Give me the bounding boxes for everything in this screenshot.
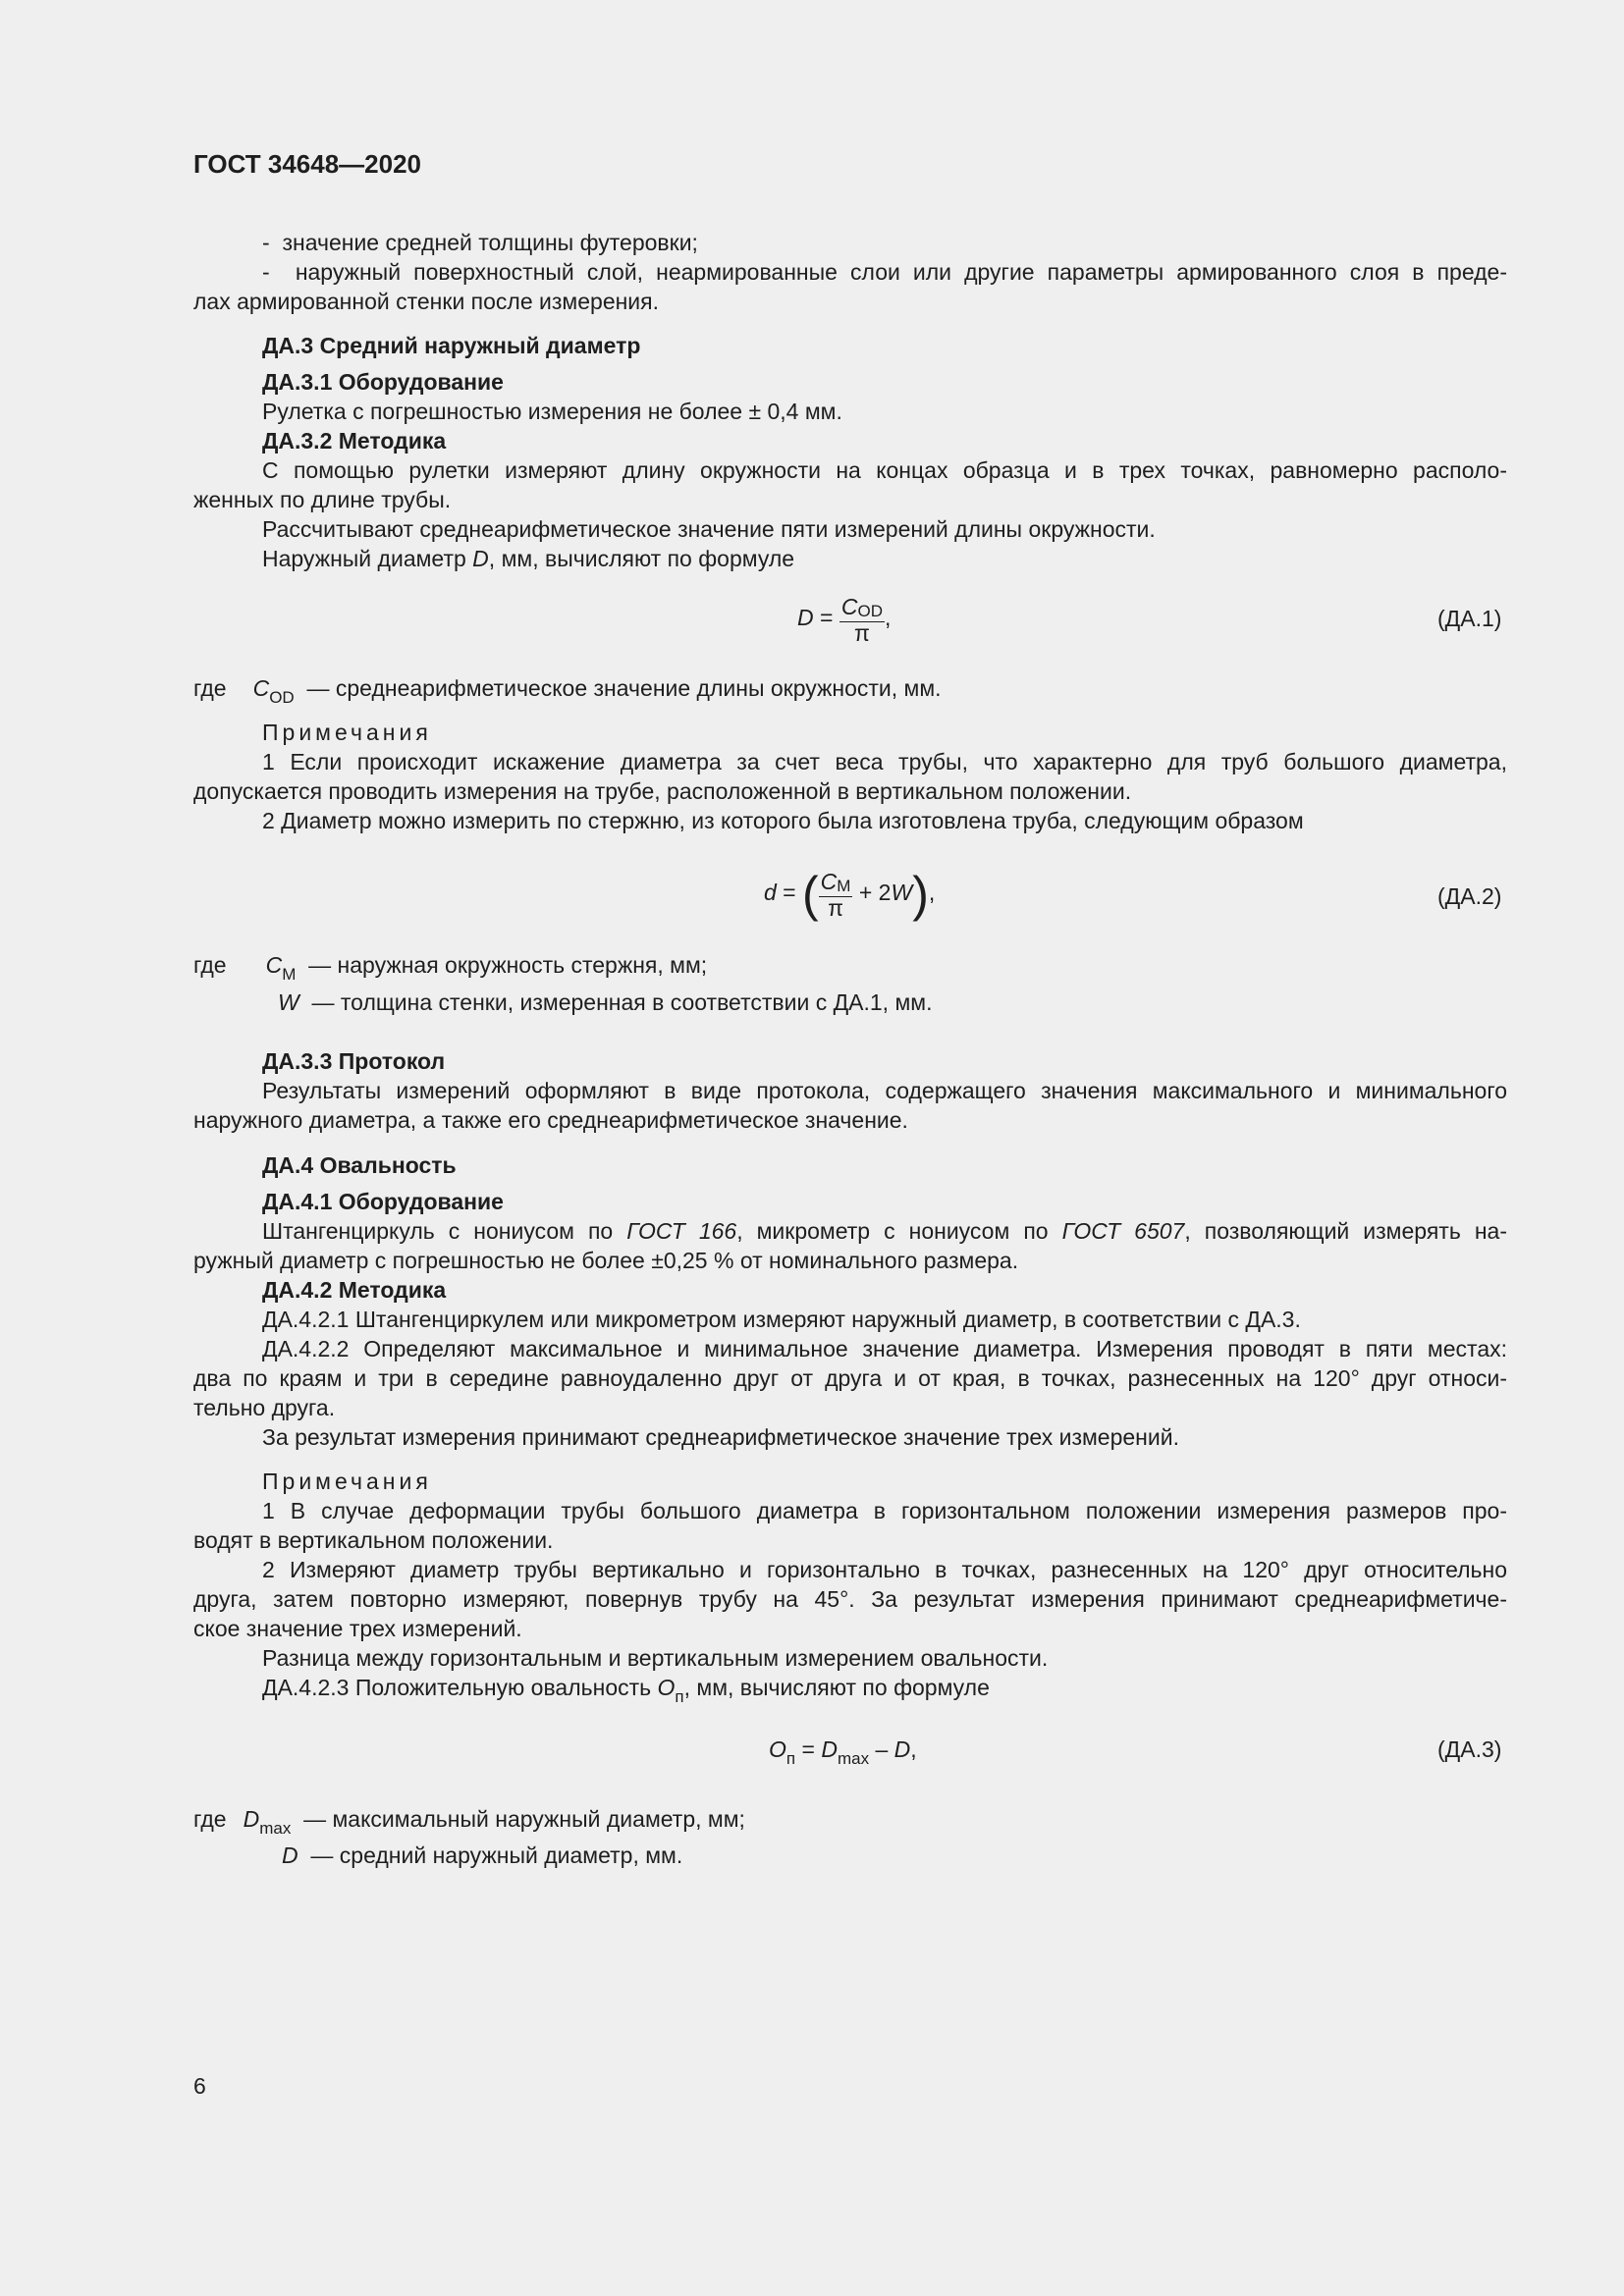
paragraph: Наружный диаметр D, мм, вычисляют по формуле (262, 546, 795, 571)
paragraph: Результаты измерений оформляют в виде протокола, содержащего значения максимального и минимального (262, 1078, 1507, 1103)
paragraph: Рулетка с погрешностью измерения не более ± 0,4 мм. (262, 399, 842, 424)
page-number: 6 (193, 2073, 206, 2099)
notes-title: Примечания (262, 720, 432, 745)
notes-title: Примечания (262, 1468, 432, 1494)
note: 2 Измеряют диаметр трубы вертикально и горизонтально в точках, разнесенных на 120° друг относительно (262, 1557, 1507, 1582)
paragraph-cont: ружный диаметр с погрешностью не более ±0,25 % от номинального размера. (193, 1248, 1019, 1273)
list-item: - наружный поверхностный слой, неармированные слои или другие параметры армированного слоя в преде- (262, 259, 1507, 285)
paragraph-cont: тельно друга. (193, 1395, 336, 1420)
paragraph-cont: наружного диаметра, а также его среднеарифметическое значение. (193, 1107, 908, 1133)
where-clause: где $C_{OD}$ — среднеарифметическое значение длины окружности, мм. (193, 675, 942, 707)
note-cont: допускается проводить измерения на трубе, расположенной в вертикальном положении. (193, 778, 1132, 804)
formula-label: (ДА.3) (1437, 1736, 1502, 1762)
formula-label: (ДА.2) (1437, 883, 1502, 909)
paragraph: ДА.4.2.3 Положительную овальность $O_п$, мм, вычисляют по формуле (262, 1675, 990, 1706)
paragraph: За результат измерения принимают среднеарифметическое значение трех измерений. (262, 1424, 1179, 1450)
paragraph: Рассчитывают среднеарифметическое значение пяти измерений длины окружности. (262, 516, 1156, 542)
note-cont: ское значение трех измерений. (193, 1616, 522, 1641)
list-item-cont: лах армированной стенки после измерения. (193, 289, 660, 314)
document-header: ГОСТ 34648—2020 (193, 149, 421, 179)
note-cont: водят в вертикальном положении. (193, 1527, 554, 1553)
section-heading: ДА.3 Средний наружный диаметр (262, 333, 641, 358)
paragraph: Штангенциркуль с нониусом по ГОСТ 166, микрометр с нониусом по ГОСТ 6507, позволяющий измерять на- (262, 1218, 1507, 1244)
subsection-heading: ДА.3.1 Оборудование (262, 369, 504, 395)
section-heading: ДА.4 Овальность (262, 1152, 457, 1178)
note-cont: друга, затем повторно измеряют, повернув трубу на 45°. За результат измерения принимают среднеарифметиче- (193, 1586, 1507, 1612)
formula-da2: d = ( $\frac{CM}{\pi}$ + 2W), (764, 867, 936, 922)
where-clause: W — толщина стенки, измеренная в соответствии с ДА.1, мм. (278, 989, 933, 1015)
paragraph: ДА.4.2.1 Штангенциркулем или микрометром измеряют наружный диаметр, в соответствии с ДА.3. (262, 1307, 1301, 1332)
formula-da3: $O_п = D_{max} - D$, (769, 1736, 917, 1768)
note: 1 В случае деформации трубы большого диаметра в горизонтальном положении измерения размеров про- (262, 1498, 1507, 1523)
paragraph: С помощью рулетки измеряют длину окружности на концах образца и в трех точках, равномерно располо- (262, 457, 1507, 483)
where-clause: где $C_M$ — наружная окружность стержня, мм; (193, 952, 708, 984)
subsection-heading: ДА.4.1 Оборудование (262, 1189, 504, 1214)
paragraph: ДА.4.2.2 Определяют максимальное и минимальное значение диаметра. Измерения проводят в пяти местах: (262, 1336, 1507, 1362)
note: 2 Диаметр можно измерить по стержню, из которого была изготовлена труба, следующим образом (262, 808, 1304, 833)
subsection-heading: ДА.4.2 Методика (262, 1277, 447, 1303)
note: 1 Если происходит искажение диаметра за счет веса трубы, что характерно для труб большого диаметра, (262, 749, 1507, 774)
where-clause: где $D_{max}$ — максимальный наружный диаметр, мм; (193, 1806, 745, 1838)
subsection-heading: ДА.3.3 Протокол (262, 1048, 446, 1074)
formula-label: (ДА.1) (1437, 606, 1502, 631)
paragraph-cont: два по краям и три в середине равноудаленно друг от друга и от края, в точках, разнесенных на 120° друг относи- (193, 1365, 1507, 1391)
paragraph-cont: женных по длине трубы. (193, 487, 452, 512)
subsection-heading: ДА.3.2 Методика (262, 428, 447, 454)
formula-da1: D = $\frac{\text{COD}}{\pi}$ , (797, 594, 892, 646)
note: Разница между горизонтальным и вертикальным измерением овальности. (262, 1645, 1049, 1671)
list-item: - значение средней толщины футеровки; (262, 230, 698, 255)
where-clause: D — средний наружный диаметр, мм. (282, 1842, 683, 1868)
